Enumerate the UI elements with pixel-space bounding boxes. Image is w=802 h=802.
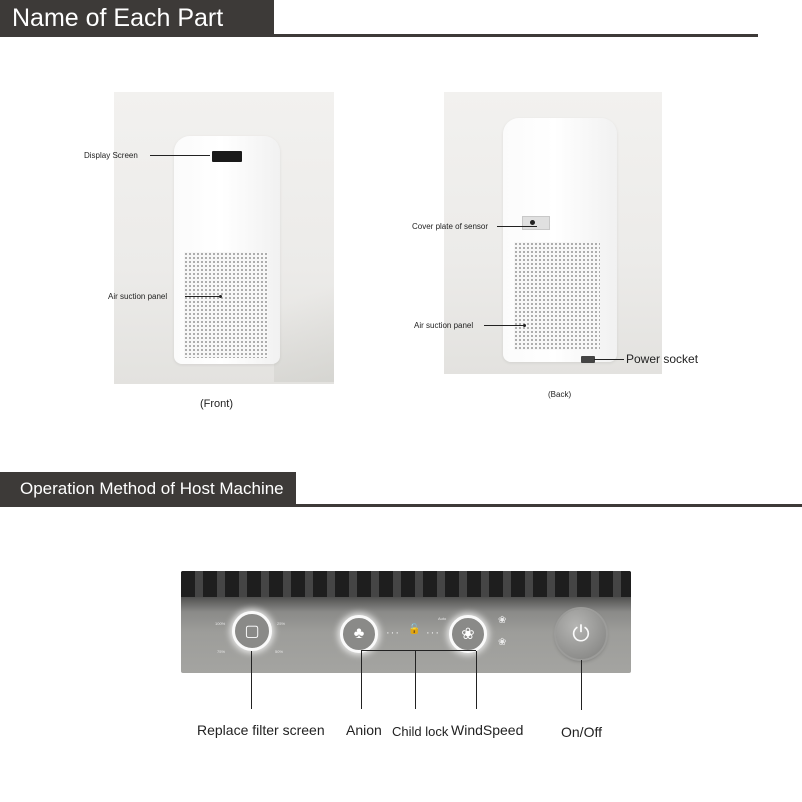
fan-speed-high-icon: ❀: [498, 615, 507, 626]
leader-dot: [219, 295, 222, 298]
on-off-label: On/Off: [561, 724, 602, 740]
leader-line: [594, 359, 624, 360]
power-socket: [581, 356, 595, 363]
leader-line: [361, 651, 362, 709]
leader-line: [150, 155, 210, 156]
power-icon: ⏻: [572, 621, 590, 646]
front-caption: (Front): [200, 398, 233, 410]
auto-mark: Auto: [438, 616, 447, 621]
padlock-icon: 🔓: [408, 624, 422, 635]
leader-line: [415, 650, 416, 709]
on-off-button: [556, 609, 606, 659]
filter-mark-75: 75%: [217, 649, 226, 654]
leader-line: [185, 296, 220, 297]
back-suction-label: Air suction panel: [414, 321, 474, 330]
leader-line: [581, 660, 582, 710]
anion-tree-icon: ♣: [353, 625, 365, 642]
leader-line: [251, 651, 252, 709]
leader-line: [361, 650, 476, 651]
air-suction-grille: [184, 252, 268, 358]
leader-line: [484, 325, 524, 326]
front-product-photo: [114, 92, 334, 384]
sensor-cover-plate: [522, 216, 550, 230]
floor-shadow: [274, 242, 334, 382]
child-lock-dots: ···: [426, 627, 440, 639]
fan-icon: ❀: [461, 626, 475, 643]
display-screen-label: Display Screen: [84, 151, 138, 160]
leader-dot: [523, 324, 526, 327]
display-screen: [212, 151, 242, 162]
back-product-photo: [444, 92, 662, 374]
fan-speed-low-icon: ❀: [498, 637, 507, 648]
wind-speed-label: WindSpeed: [451, 722, 524, 738]
leader-line: [476, 651, 477, 709]
sensor-cover-label: Cover plate of sensor: [412, 222, 489, 231]
filter-mark-100: 100%: [215, 621, 226, 626]
filter-mark-50: 50%: [275, 649, 284, 654]
wind-speed-button: [449, 615, 487, 653]
anion-label: Anion: [346, 722, 382, 738]
control-panel-photo: [181, 571, 631, 673]
filter-icon: ▢: [244, 623, 260, 640]
power-socket-label: Power socket: [626, 352, 699, 366]
back-caption: (Back): [548, 390, 572, 399]
front-suction-label: Air suction panel: [108, 292, 168, 301]
child-lock-dots: ···: [386, 627, 400, 639]
section-title-parts: Name of Each Part: [0, 0, 274, 37]
section-title-operation: Operation Method of Host Machine: [0, 472, 296, 506]
air-suction-grille: [514, 242, 600, 350]
purifier-front-body: [174, 136, 280, 364]
replace-filter-button: [232, 611, 272, 651]
anion-button: [340, 615, 378, 653]
leader-line: [497, 226, 537, 227]
child-lock-label: Child lock: [392, 724, 449, 739]
sensor-dot: [530, 220, 535, 225]
filter-mark-25: 25%: [277, 621, 286, 626]
replace-filter-label: Replace filter screen: [197, 722, 325, 738]
top-vent-slats: [181, 571, 631, 597]
